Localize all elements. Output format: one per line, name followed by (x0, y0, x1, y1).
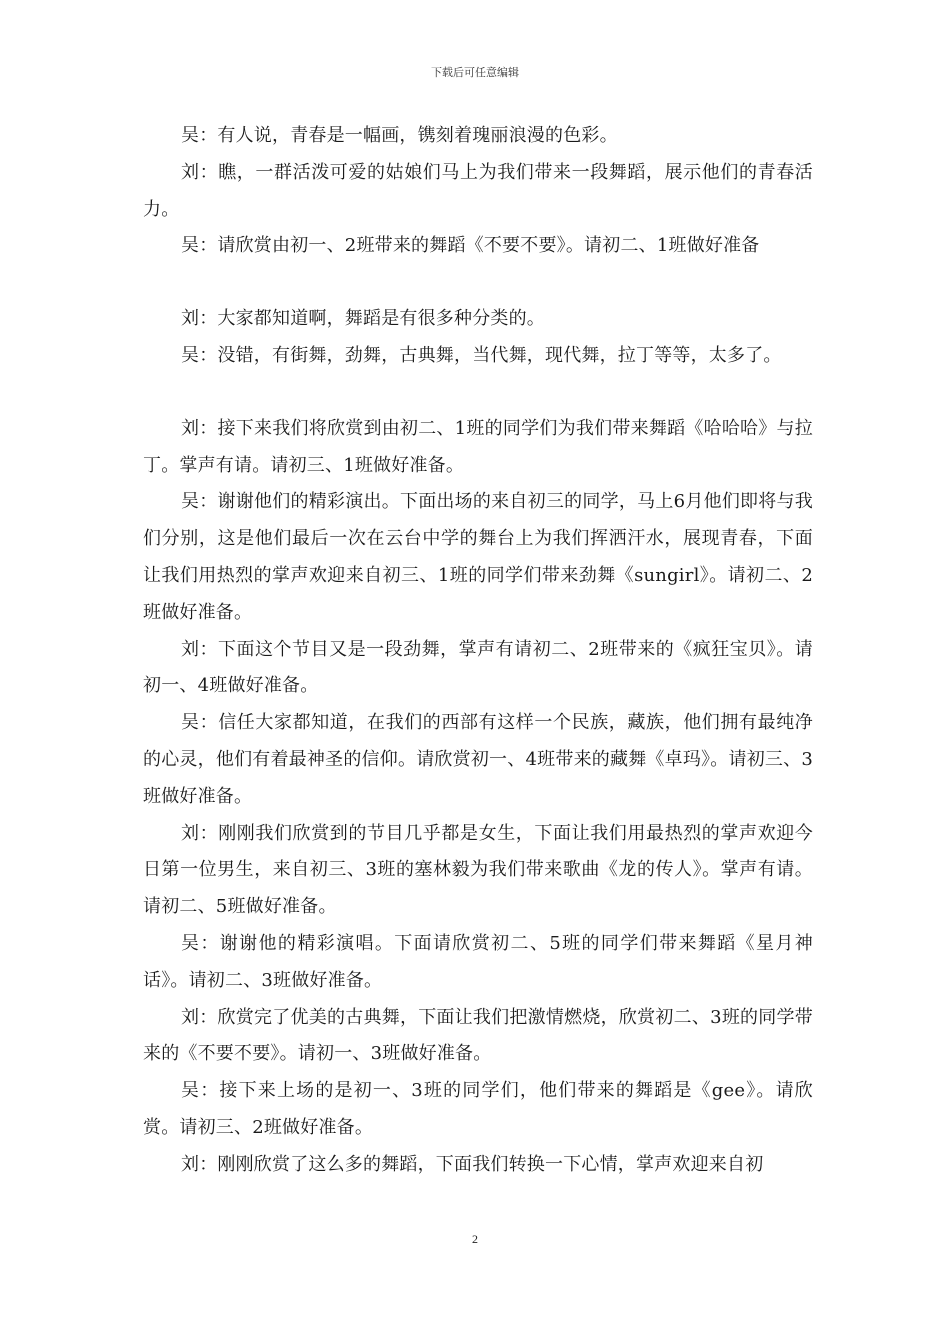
paragraph: 吴：信任大家都知道，在我们的西部有这样一个民族，藏族，他们拥有最纯净的心灵，他们有着最神圣的信仰。请欣赏初一、4班带来的藏舞《卓玛》。请初三、3班做好准备。 (143, 712, 813, 807)
paragraph: 吴：有人说，青春是一幅画，镌刻着瑰丽浪漫的色彩。 (181, 125, 618, 146)
paragraph: 吴：请欣赏由初一、2班带来的舞蹈《不要不要》。请初二、1班做好准备 (181, 235, 760, 257)
paragraph: 刘：瞧，一群活泼可爱的姑娘们马上为我们带来一段舞蹈，展示他们的青春活力。 (143, 161, 813, 220)
paragraph: 吴：谢谢他们的精彩演出。下面出场的来自初三的同学，马上6月他们即将与我们分别，这是他们最后一次在云台中学的舞台上为我们挥洒汗水，展现青春，下面让我们用热烈的掌声欢迎来自初三、1班的同学们带来劲舞《sungirl》。请初二、2班做好准备。 (143, 491, 813, 623)
paragraph: 刘：刚刚欣赏了这么多的舞蹈，下面我们转换一下心情，掌声欢迎来自初 (181, 1153, 764, 1175)
paragraph: 吴：没错，有街舞，劲舞，古典舞，当代舞，现代舞，拉丁等等，太多了。 (181, 344, 782, 366)
paragraph: 刘：大家都知道啊，舞蹈是有很多种分类的。 (181, 308, 545, 330)
document-body (143, 118, 813, 1184)
paragraph: 刘：欣赏完了优美的古典舞，下面让我们把激情燃烧，欣赏初二、3班的同学带来的《不要不要》。请初一、3班做好准备。 (143, 1006, 813, 1065)
paragraph: 刘：刚刚我们欣赏到的节目几乎都是女生，下面让我们用最热烈的掌声欢迎今日第一位男生，来自初三、3班的塞林毅为我们带来歌曲《龙的传人》。掌声有请。请初二、5班做好准备。 (143, 822, 813, 918)
paragraph: 吴：谢谢他的精彩演唱。下面请欣赏初二、5班的同学们带来舞蹈《星月神话》。请初二、3班做好准备。 (143, 932, 813, 991)
paragraph: 刘：下面这个节目又是一段劲舞，掌声有请初二、2班带来的《疯狂宝贝》。请初一、4班做好准备。 (143, 638, 813, 697)
page-number: 2 (472, 1232, 478, 1246)
paragraph: 刘：接下来我们将欣赏到由初二、1班的同学们为我们带来舞蹈《哈哈哈》与拉丁。掌声有请。请初三、1班做好准备。 (143, 417, 813, 476)
paragraph: 吴：接下来上场的是初一、3班的同学们，他们带来的舞蹈是《gee》。请欣赏。请初三、2班做好准备。 (143, 1080, 813, 1138)
page-header: 下载后可任意编辑 (431, 66, 519, 79)
